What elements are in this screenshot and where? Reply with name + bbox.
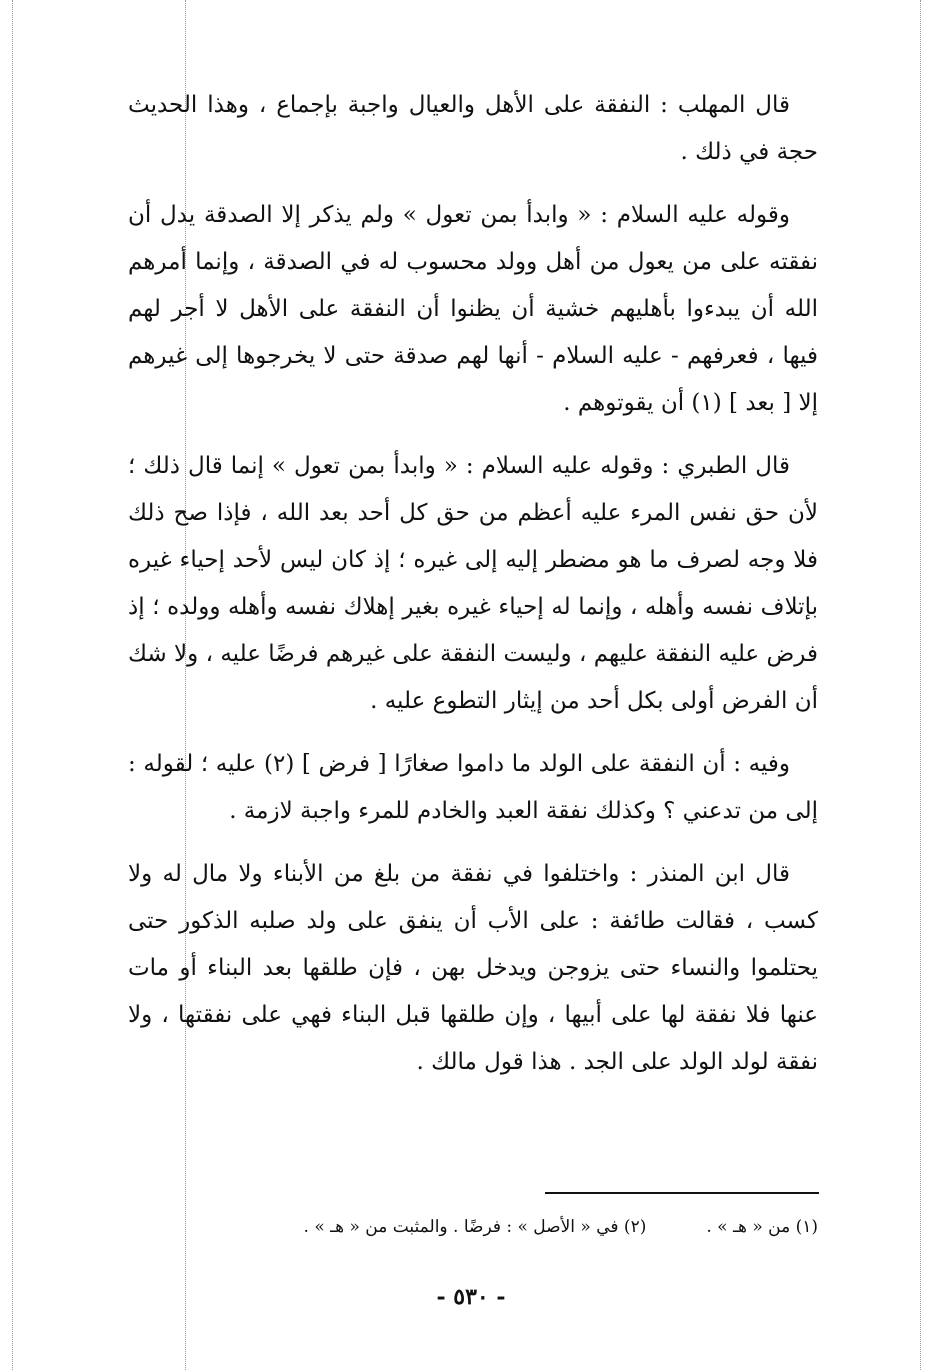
footnote-separator bbox=[545, 1192, 819, 1194]
page-body bbox=[128, 82, 818, 1102]
footnote-1: (١) من « هـ » . bbox=[706, 1217, 818, 1237]
paragraph-tabari: قال الطبري : وقوله عليه السلام : « وابدأ بمن تعول » إنما قال ذلك ؛ لأن حق نفس المرء عليه أعظم من حق كل أحد بعد الله ، فإذا صح ذلك فلا وجه لصرف ما هو مضطر إليه إلى غيره ؛ إذ كان ليس لأحد إحياء غيره بإتلاف نفسه وأهله ، وإنما له إحياء غيره بغير إهلاك نفسه وأهله وولده ؛ إذ فرض عليه النفقة عليهم ، وليست النفقة على غيرهم فرضًا عليه ، ولا شك أن الفرض أولى بكل أحد من إيثار التطوع عليه . bbox=[128, 453, 818, 714]
scan-edge-left bbox=[12, 0, 13, 1370]
paragraph-muhallab: قال المهلب : النفقة على الأهل والعيال واجبة بإجماع ، وهذا الحديث حجة في ذلك . bbox=[128, 92, 818, 165]
footnote-2: (٢) في « الأصل » : فرضًا . والمثبت من « هـ » . bbox=[303, 1217, 647, 1237]
paragraph-ibn-mundhir: قال ابن المنذر : واختلفوا في نفقة من بلغ من الأبناء ولا مال له ولا كسب ، فقالت طائفة : على الأب أن ينفق على ولد صلبه الذكور حتى يحتلموا والنساء حتى يزوجن ويدخل بهن ، فإن طلقها بعد البناء أو مات عنها فلا نفقة لها على أبيها ، وإن طلقها قبل البناء فهي على نفقتها ، ولا نفقة لولد الولد على الجد . هذا قول مالك . bbox=[128, 861, 818, 1075]
footnotes bbox=[180, 1214, 818, 1240]
paragraph-saying: وقوله عليه السلام : « وابدأ بمن تعول » ولم يذكر إلا الصدقة يدل أن نفقته على من يعول من أهل وولد محسوب له في الصدقة ، وإنما أمرهم الله أن يبدءوا بأهليهم خشية أن يظنوا أن النفقة على الأهل لا أجر لهم فيها ، فعرفهم - عليه السلام - أنها لهم صدقة حتى لا يخرجوها إلى غيرهم إلا [ بعد ] (١) أن يقوتوهم . bbox=[128, 202, 818, 416]
paragraph-child-support: وفيه : أن النفقة على الولد ما داموا صغارًا [ فرض ] (٢) عليه ؛ لقوله : إلى من تدعني ؟ وكذلك نفقة العبد والخادم للمرء واجبة لازمة . bbox=[128, 751, 818, 824]
page-number: - ٥٣٠ - bbox=[436, 1284, 506, 1310]
scan-edge-right bbox=[920, 0, 921, 1370]
